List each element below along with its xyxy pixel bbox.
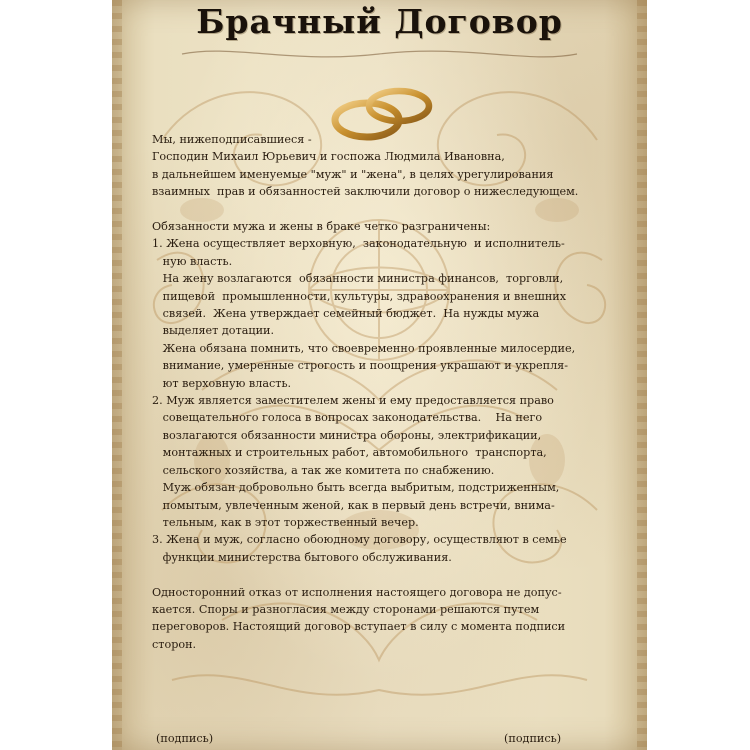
paragraph: [152, 584, 604, 654]
text-line: пищевой промышленности, культуры, здравоохранения и внешних: [152, 289, 567, 303]
text-line: тельным, как в этот торжественный вечер.: [152, 515, 419, 529]
title-flourish-ornament: [172, 44, 587, 64]
text-line: Односторонний отказ от исполнения настоящего договора не допус-: [152, 585, 562, 599]
parchment-left-edge: [112, 0, 122, 750]
text-line: взаимных прав и обязанностей заключили договор о нижеследующем.: [152, 185, 579, 199]
text-line: Господин Михаил Юрьевич и госпожа Людмила Ивановна,: [152, 150, 505, 164]
text-line: внимание, умеренные строгость и поощрения украшают и укрепля-: [152, 359, 569, 373]
signature-left: (подпись): [156, 732, 214, 745]
paragraph-gap: [152, 201, 604, 218]
text-line: ют верховную власть.: [152, 376, 292, 390]
text-line: сторон.: [152, 637, 197, 651]
text-line: связей. Жена утверждает семейный бюджет. На нужды мужа: [152, 307, 540, 321]
text-line: переговоров. Настоящий договор вступает в силу с момента подписи: [152, 620, 566, 634]
parchment-document: [112, 0, 647, 750]
text-line: Мы, нижеподписавшиеся -: [152, 133, 312, 146]
text-line: сельского хозяйства, а так же комитета по снабжению.: [152, 463, 495, 477]
signature-right: (подпись): [504, 732, 562, 745]
text-line: Муж обязан добровольно быть всегда выбритым, подстриженным,: [152, 481, 560, 495]
text-line: кается. Споры и разногласия между сторонами решаются путем: [152, 602, 540, 616]
text-line: ную власть.: [152, 254, 233, 268]
text-line: возлагаются обязанности министра обороны, электрификации,: [152, 428, 542, 442]
text-line: в дальнейшем именуемые "муж" и "жена", в целях урегулирования: [152, 167, 554, 181]
text-line: Обязанности мужа и жены в браке четко разграничены:: [152, 220, 491, 234]
text-line: Жена обязана помнить, что своевременно проявленные милосердие,: [152, 341, 576, 355]
text-line: 3. Жена и муж, согласно обоюдному договору, осуществляют в семье: [152, 533, 567, 547]
paragraph: [152, 131, 604, 201]
text-line: функции министерства бытового обслуживания.: [152, 550, 452, 564]
text-line: 2. Муж является заместителем жены и ему предоставляется право: [152, 394, 554, 408]
paragraph-gap: [152, 566, 604, 583]
document-title: Брачный Договор: [196, 2, 563, 41]
text-line: 1. Жена осуществляет верховную, законодательную и исполнитель-: [152, 237, 565, 251]
text-line: На жену возлагаются обязанности министра финансов, торговли,: [152, 272, 564, 286]
text-line: помытым, увлеченным женой, как в первый день встречи, внима-: [152, 498, 555, 512]
parchment-right-edge: [637, 0, 647, 750]
text-line: монтажных и строительных работ, автомобильного транспорта,: [152, 446, 547, 460]
paragraph: [152, 218, 604, 566]
contract-body: [152, 131, 604, 653]
text-line: выделяет дотации.: [152, 324, 275, 338]
text-line: совещательного голоса в вопросах законодательства. На него: [152, 411, 543, 425]
